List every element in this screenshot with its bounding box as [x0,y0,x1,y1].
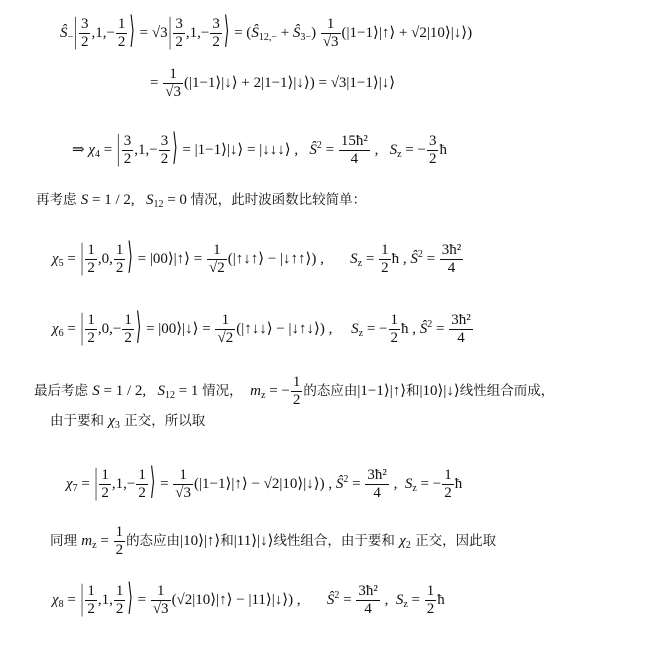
text-similarly: 同理 $m_z$ = $\frac{1}{2}$ 的态应由|10⟩|↑⟩和|11⟩|↓⟩线性组合，由于要和 $\chi_2$ 正交，因此取 [50,524,497,559]
eq-chi6: $\chi_6$ = | $\frac{1}{2}$ ,0,− $\frac{1}{2}$ ⟩ = |00⟩|↓⟩ = $\frac{1}{√2}$ (|↑↓↓⟩ − |↓↑↓⟩) , $S_z$ = − $\frac{1}{2}$ ħ , $Ŝ^2$ = $\frac{\text{3ħ²}}{4}$ [52,308,471,348]
eq-chi4: ⇒ $\chi_4$ = | $\frac{3}{2}$ ,1,− $\frac{3}{2}$ ⟩ = |1−1⟩|↓⟩ = |↓↓↓⟩ , $Ŝ^2$ = $\frac{\text{15ħ²}}{4}$ , $S_z$ = − $\frac{3}{2}$ ħ [72,129,447,169]
eq-chi8: $\chi_8$ = | $\frac{1}{2}$ ,1, $\frac{1}{2}$ ⟩ = $\frac{1}{√3}$ (√2|10⟩|↑⟩ − |11⟩|↓⟩) , $Ŝ^2$ = $\frac{\text{3ħ²}}{4}$ , $S_z$ = $\frac{1}{2}$ ħ [52,579,445,619]
eq-chi5: $\chi_5$ = | $\frac{1}{2}$ ,0, $\frac{1}{2}$ ⟩ = |00⟩|↑⟩ = $\frac{1}{√2}$ (|↑↓↑⟩ − |↓↑↑⟩) , $S_z$ = $\frac{1}{2}$ ħ , $Ŝ^2$ = $\frac{\text{3ħ²}}{4}$ [52,238,462,278]
text-orth3: 由于要和 $\chi_3$ 正交，所以取 [50,413,206,431]
eq-chi7: $\chi_7$ = | $\frac{1}{2}$ ,1,− $\frac{1}{2}$ ⟩ = $\frac{1}{√3}$ (|1−1⟩|↑⟩ − √2|10⟩|↓⟩) , $Ŝ^2$ = $\frac{\text{3ħ²}}{4}$ , $S_z$ = − $\frac{1}{2}$ ħ [66,463,463,503]
text-last: 最后考虑 S = 1 / 2, $S_{12} = 1$ 情况， $m_z$ = − $\frac{1}{2}$ 的态应由|1−1⟩|↑⟩和|10⟩|↓⟩线性组合而成， [34,374,555,409]
eq-s-minus-line1: $Ŝ_-|$ $\frac{3}{2}$ ,1,− $\frac{1}{2}$ ⟩ = √3| $\frac{3}{2}$ ,1,− $\frac{3}{2}$ ⟩ = ($Ŝ_{12,-}$ + $Ŝ_{3-}$) $\frac{1}{√3}$ (|1−1⟩|↑⟩ + √2|10⟩|↓⟩) [60,12,473,52]
eq-s-minus-line2: = $\frac{1}{√3}$ (|1−1⟩|↓⟩ + 2|1−1⟩|↓⟩) = √3|1−1⟩|↓⟩ [150,66,396,101]
text-s-half-s12-0: 再考虑 S = 1 / 2, $S_{12} = 0$ 情况，此时波函数比较简单： [36,192,367,210]
